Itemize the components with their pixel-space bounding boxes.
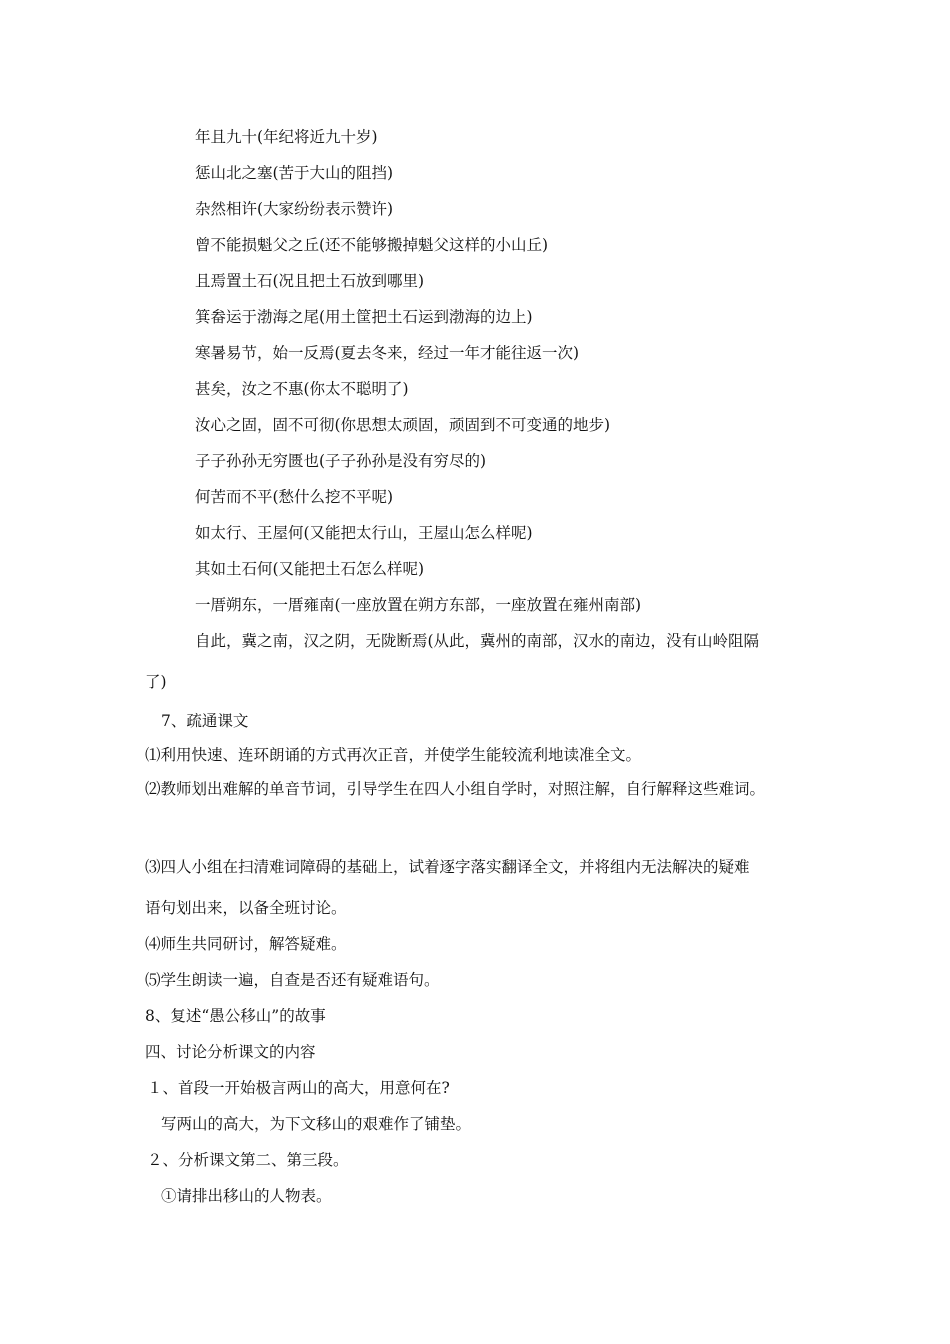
- question-2-sub-1: ①请排出移山的人物表。: [161, 1187, 332, 1205]
- vocab-item-10: 子子孙孙无穷匮也(子子孙孙是没有穷尽的): [195, 452, 487, 470]
- vocab-item-11: 何苦而不平(愁什么挖不平呢): [195, 488, 394, 506]
- step7-heading: 7、疏通课文: [161, 712, 249, 730]
- step7-item-3-line2: 语句划出来，以备全班讨论。: [145, 899, 347, 917]
- answer-1: 写两山的高大，为下文移山的艰难作了铺垫。: [161, 1115, 472, 1133]
- step7-item-4: ⑷师生共同研讨，解答疑难。: [145, 935, 347, 953]
- vocab-item-5: 且焉置土石(况且把土石放到哪里): [195, 272, 425, 290]
- vocab-item-6: 箕畚运于渤海之尾(用土筐把土石运到渤海的边上): [195, 308, 533, 326]
- vocab-item-4: 曾不能损魁父之丘(还不能够搬掉魁父这样的小山丘): [195, 236, 549, 254]
- vocab-item-8: 甚矣，汝之不惠(你太不聪明了): [195, 380, 409, 398]
- vocab-item-15-line1: 自此，冀之南，汉之阴，无陇断焉(从此，冀州的南部，汉水的南边，没有山岭阻隔: [195, 632, 760, 650]
- step7-item-5: ⑸学生朗读一遍，自查是否还有疑难语句。: [145, 971, 440, 989]
- vocab-item-15-line2: 了): [145, 673, 167, 691]
- question-2: ２、分析课文第二、第三段。: [147, 1151, 349, 1169]
- vocab-item-12: 如太行、王屋何(又能把太行山，王屋山怎么样呢): [195, 524, 533, 542]
- vocab-item-14: 一厝朔东，一厝雍南(一座放置在朔方东部，一座放置在雍州南部): [195, 596, 642, 614]
- step7-item-3-line1: ⑶四人小组在扫清难词障碍的基础上，试着逐字落实翻译全文，并将组内无法解决的疑难: [145, 858, 750, 876]
- vocab-item-2: 惩山北之塞(苦于大山的阻挡): [195, 164, 394, 182]
- vocab-item-7: 寒暑易节，始一反焉(夏去冬来，经过一年才能往返一次): [195, 344, 580, 362]
- vocab-item-13: 其如土石何(又能把土石怎么样呢): [195, 560, 425, 578]
- step7-item-2: ⑵教师划出难解的单音节词，引导学生在四人小组自学时，对照注解，自行解释这些难词。: [145, 780, 766, 798]
- vocab-item-1: 年且九十(年纪将近九十岁): [195, 128, 378, 146]
- vocab-item-3: 杂然相许(大家纷纷表示赞许): [195, 200, 394, 218]
- step7-item-1: ⑴利用快速、连环朗诵的方式再次正音，并使学生能较流利地读准全文。: [145, 746, 642, 764]
- question-1: １、首段一开始极言两山的高大，用意何在?: [147, 1079, 450, 1097]
- section4-heading: 四、讨论分析课文的内容: [145, 1043, 316, 1061]
- vocab-item-9: 汝心之固，固不可彻(你思想太顽固，顽固到不可变通的地步): [195, 416, 611, 434]
- step8-heading: 8、复述“愚公移山”的故事: [145, 1007, 326, 1025]
